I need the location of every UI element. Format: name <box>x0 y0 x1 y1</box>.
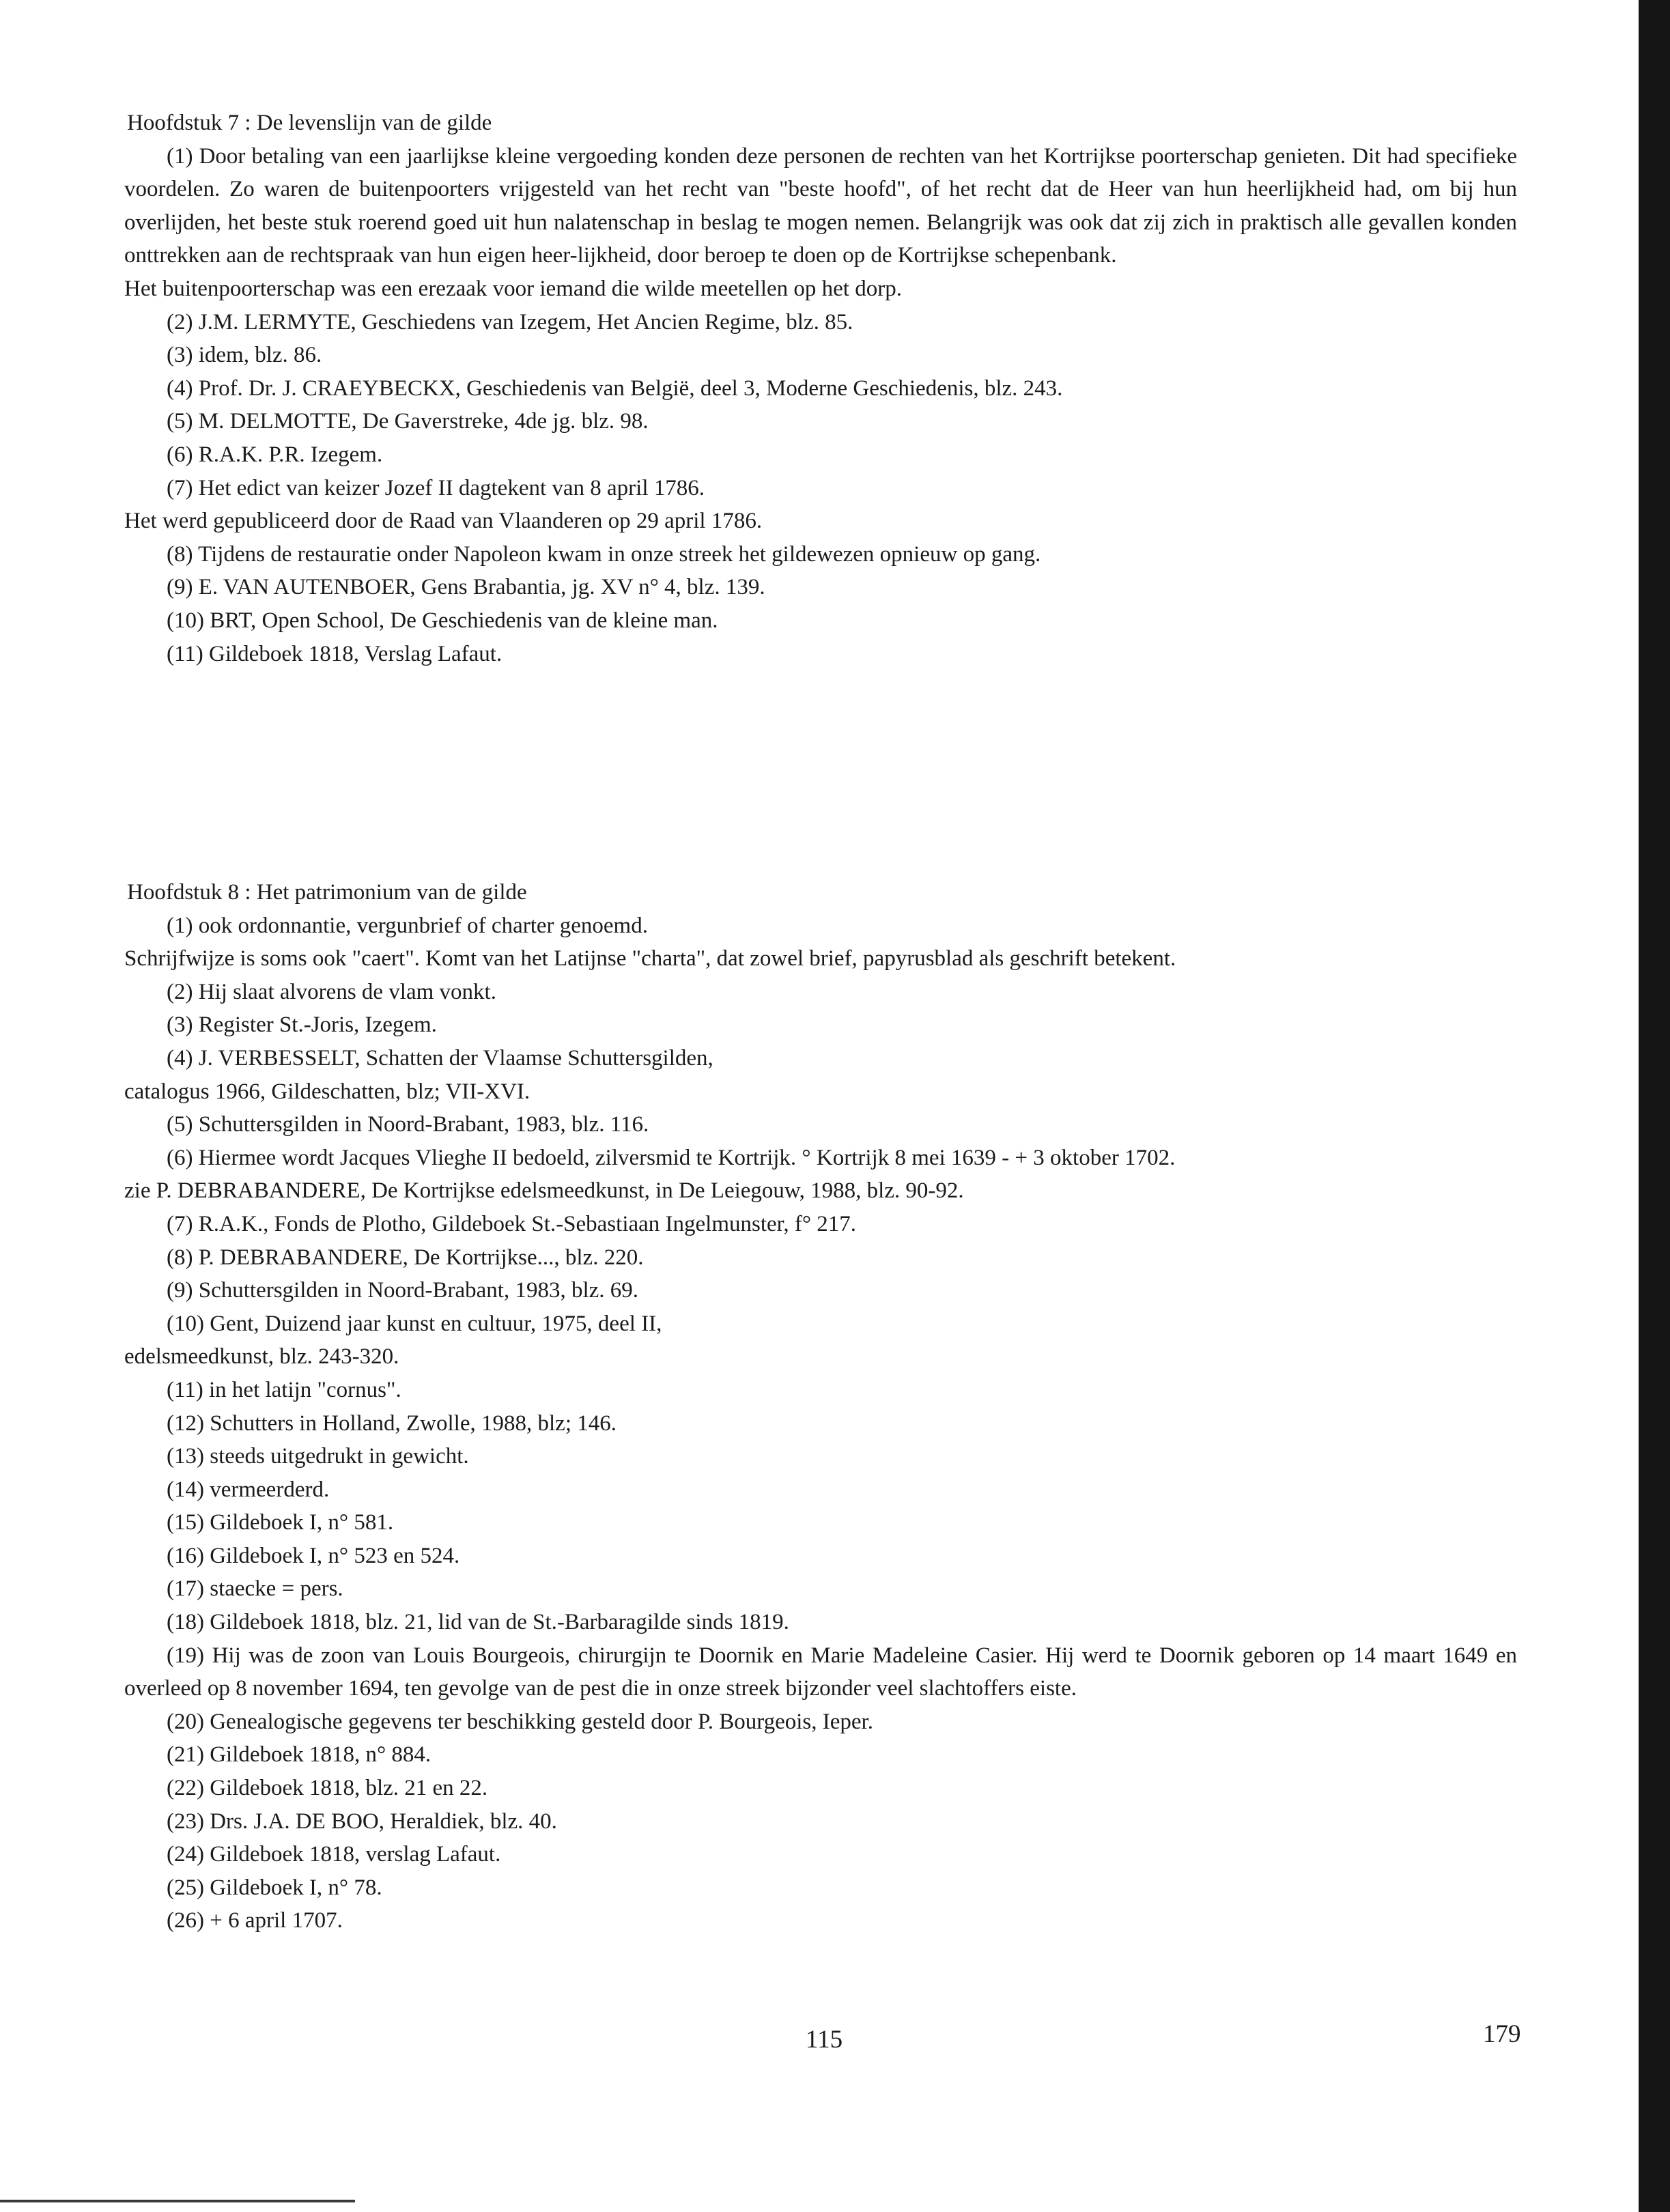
footnote-8-25: (25) Gildeboek I, n° 78. <box>167 1875 382 1900</box>
footnote-8-19: (19) Hij was de zoon van Louis Bourgeois, chirurgijn te Doornik en Marie Madeleine Casier. Hij werd te Doornik geboren op 14 maart 1649 en overleed op 8 november 1694, ten gevolge van de pest die in onze streek bijzonder veel slachtoffers eiste. <box>124 1643 1517 1701</box>
scan-edge-right <box>1639 0 1670 2212</box>
footnote-8-21: (21) Gildeboek 1818, n° 884. <box>167 1742 431 1768</box>
footnote-8-23: (23) Drs. J.A. DE BOO, Heraldiek, blz. 40. <box>167 1809 557 1834</box>
footnote-8-17: (17) staecke = pers. <box>167 1576 343 1602</box>
footnote-8-15: (15) Gildeboek I, n° 581. <box>167 1510 394 1535</box>
page-number-right: 179 <box>1483 2020 1521 2048</box>
footnote-8-20: (20) Genealogische gegevens ter beschikking gesteld door P. Bourgeois, Ieper. <box>167 1709 873 1734</box>
footnote-7-6: (6) R.A.K. P.R. Izegem. <box>167 442 383 467</box>
footnote-7-4: (4) Prof. Dr. J. CRAEYBECKX, Geschiedenis van België, deel 3, Moderne Geschiedenis, blz. 243. <box>167 375 1063 401</box>
footnote-8-11: (11) in het latijn "cornus". <box>167 1377 401 1402</box>
footnote-8-7: (7) R.A.K., Fonds de Plotho, Gildeboek St.-Sebastiaan Ingelmunster, f° 217. <box>167 1211 857 1236</box>
footnote-7-1: (1) Door betaling van een jaarlijkse kleine vergoeding konden deze personen de rechten van het Kortrijkse poorterschap genieten. Dit had specifieke voordelen. Zo waren de buitenpoorters vrijgesteld van het recht van "beste hoofd", of het recht dat de Heer van hun heerlijkheid had, om bij hun overlijden, het beste stuk roerend goed uit hun nalatenschap in beslag te mogen nemen. Belangrijk was ook dat zij zich in praktisch alle gevallen konden onttrekken aan de rechtspraak van hun eigen heer-lijkheid, door beroep te doen op de Kortrijkse schepenbank. <box>124 143 1517 268</box>
footnote-8-2: (2) Hij slaat alvorens de vlam vonkt. <box>167 979 496 1004</box>
chapter-7-heading: Hoofdstuk 7 : De levenslijn van de gilde <box>127 111 492 135</box>
footnote-8-4-continuation: catalogus 1966, Gildeschatten, blz; VII-XVI. <box>124 1079 530 1104</box>
chapter-8-heading: Hoofdstuk 8 : Het patrimonium van de gilde <box>127 880 527 905</box>
footnote-8-24: (24) Gildeboek 1818, verslag Lafaut. <box>167 1842 501 1867</box>
footnote-7-9: (9) E. VAN AUTENBOER, Gens Brabantia, jg. XV n° 4, blz. 139. <box>167 575 765 600</box>
footnote-8-6-continuation: zie P. DEBRABANDERE, De Kortrijkse edelsmeedkunst, in De Leiegouw, 1988, blz. 90-92. <box>124 1178 964 1204</box>
footnote-8-14: (14) vermeerderd. <box>167 1477 330 1502</box>
footnote-7-11: (11) Gildeboek 1818, Verslag Lafaut. <box>167 641 503 666</box>
footnote-8-10-continuation: edelsmeedkunst, blz. 243-320. <box>124 1344 399 1370</box>
footnote-8-8: (8) P. DEBRABANDERE, De Kortrijkse..., blz. 220. <box>167 1245 644 1270</box>
footnote-8-5: (5) Schuttersgilden in Noord-Brabant, 1983, blz. 116. <box>167 1112 649 1137</box>
footnote-8-12: (12) Schutters in Holland, Zwolle, 1988, blz; 146. <box>167 1410 617 1436</box>
footnote-7-2: (2) J.M. LERMYTE, Geschiedens van Izegem, Het Ancien Regime, blz. 85. <box>167 309 853 335</box>
footnote-8-1: (1) ook ordonnantie, vergunbrief of charter genoemd. <box>167 913 648 938</box>
footnote-8-13: (13) steeds uitgedrukt in gewicht. <box>167 1444 469 1469</box>
footnote-8-10: (10) Gent, Duizend jaar kunst en cultuur, 1975, deel II, <box>167 1311 662 1336</box>
footnote-7-7-continuation: Het werd gepubliceerd door de Raad van Vlaanderen op 29 april 1786. <box>124 509 763 534</box>
footnote-8-18: (18) Gildeboek 1818, blz. 21, lid van de St.-Barbaragilde sinds 1819. <box>167 1610 789 1635</box>
chapter-7-notes <box>124 107 1517 670</box>
footnote-7-1-continuation: Het buitenpoorterschap was een erezaak voor iemand die wilde meetellen op het dorp. <box>124 276 902 301</box>
footnote-7-7: (7) Het edict van keizer Jozef II dagtekent van 8 april 1786. <box>167 475 705 500</box>
footnote-7-3: (3) idem, blz. 86. <box>167 343 322 368</box>
footnote-8-22: (22) Gildeboek 1818, blz. 21 en 22. <box>167 1776 488 1801</box>
footnote-8-4: (4) J. VERBESSELT, Schatten der Vlaamse Schuttersgilden, <box>167 1045 713 1070</box>
footnote-8-9: (9) Schuttersgilden in Noord-Brabant, 1983, blz. 69. <box>167 1278 639 1303</box>
footnote-8-3: (3) Register St.-Joris, Izegem. <box>167 1012 437 1038</box>
scan-edge-bottom <box>0 2200 355 2202</box>
footnote-8-1-continuation: Schrijfwijze is soms ook "caert". Komt van het Latijnse "charta", dat zowel brief, papyrusblad als geschrift betekent. <box>124 946 1176 972</box>
footnote-7-8: (8) Tijdens de restauratie onder Napoleon kwam in onze streek het gildewezen opnieuw op gang. <box>167 541 1041 567</box>
footnote-7-10: (10) BRT, Open School, De Geschiedenis van de kleine man. <box>167 608 718 633</box>
chapter-8-notes <box>124 876 1517 1938</box>
footnote-8-6: (6) Hiermee wordt Jacques Vlieghe II bedoeld, zilversmid te Kortrijk. ° Kortrijk 8 mei 1639 - + 3 oktober 1702. <box>167 1145 1176 1170</box>
footnote-7-5: (5) M. DELMOTTE, De Gaverstreke, 4de jg. blz. 98. <box>167 409 649 434</box>
footnote-8-26: (26) + 6 april 1707. <box>167 1908 343 1933</box>
footnote-8-16: (16) Gildeboek I, n° 523 en 524. <box>167 1543 460 1568</box>
page-number-center: 115 <box>806 2026 843 2054</box>
